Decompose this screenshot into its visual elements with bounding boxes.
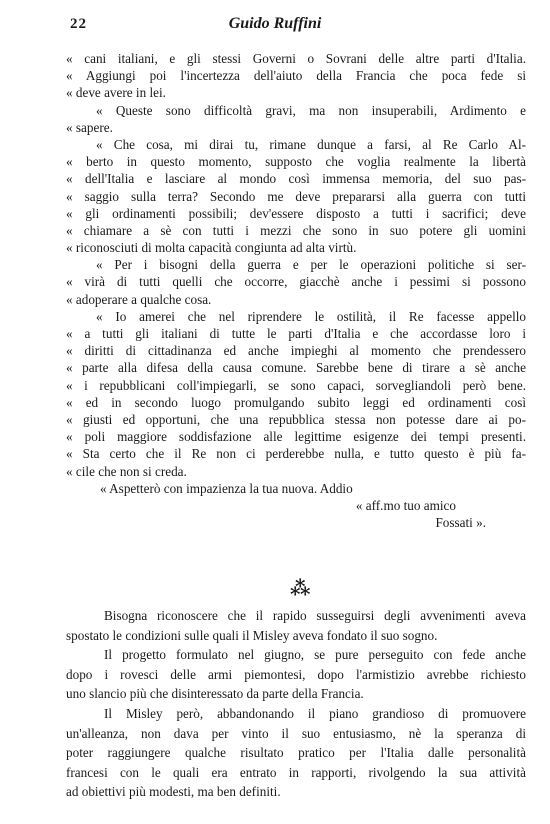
letter-line: « Queste sono difficoltà gravi, ma non insuperabili, Ardimento e xyxy=(96,102,526,118)
letter-line: « virà di tutti quelli che occorre, giacchè anche i pessimi si possono xyxy=(66,274,526,290)
letter-line: « i repubblicani coll'impiegarli, se sono capaci, sorvegliandoli però bene. xyxy=(66,377,526,393)
letter-line: « Aggiungi poi l'incertezza dell'aiuto della Francia che poca fede si xyxy=(66,68,526,84)
quoted-letter xyxy=(66,50,526,531)
letter-line: « diritti di cittadinanza ed anche impieghi al momento che prendessero xyxy=(66,343,526,359)
prose-line: dopo i rovesci delle armi piemontesi, dopo l'armistizio avrebbe richiesto xyxy=(66,666,526,682)
prose-line: ad obiettivi più modesti, ma ben definiti. xyxy=(66,784,281,800)
letter-line: « gli ordinamenti possibili; dev'essere disposto a tutti i sacrifici; deve xyxy=(66,205,526,221)
prose-line: uno slancio più che disinteressato da parte della Francia. xyxy=(66,686,364,702)
letter-signature: Fossati ». xyxy=(435,515,486,531)
page-header xyxy=(0,14,550,40)
letter-line: « deve avere in lei. xyxy=(66,85,166,101)
prose-line: poter raggiungere qualche risultato pratico per l'Italia dalle personalità xyxy=(66,745,526,761)
letter-line: « giusti ed opportuni, che una repubblica stessa non potesse dare ai po- xyxy=(66,411,526,427)
letter-line: « Per i bisogni della guerra e per le operazioni politiche si ser- xyxy=(96,257,526,273)
prose-line: Bisogna riconoscere che il rapido susseguirsi degli avvenimenti aveva xyxy=(104,608,526,623)
letter-line: « Che cosa, mi dirai tu, rimane dunque a farsi, al Re Carlo Al- xyxy=(96,136,526,152)
section-ornament: ⁂ xyxy=(290,578,311,600)
running-head: Guido Ruffini xyxy=(228,15,322,32)
letter-salutation: « aff.mo tuo amico xyxy=(355,497,456,513)
prose-line: Il Misley però, abbandonando il piano grandioso di promuovere xyxy=(104,705,526,721)
letter-line: « Io amerei che nel riprendere le ostilità, il Re facesse appello xyxy=(96,308,526,324)
letter-line: « dell'Italia e lasciare al mondo così immensa memoria, del suo pas- xyxy=(66,171,526,187)
page-number: 22 xyxy=(70,16,87,32)
letter-line: « cani italiani, e gli stessi Governi o Sovrani delle altre parti d'Italia. xyxy=(66,51,526,66)
letter-line: « sapere. xyxy=(66,119,113,135)
letter-line: « riconosciuti di molta capacità congiunta ad alta virtù. xyxy=(66,240,357,256)
prose-line: un'alleanza, non dava per vinto il suo entusiasmo, nè la speranza di xyxy=(66,725,526,741)
body-prose xyxy=(66,606,526,802)
letter-line: « ed in secondo luogo promulgando subito leggi ed ordinamenti così xyxy=(66,394,526,410)
letter-line: « poli maggiore soddisfazione alle legittime esigenze dei tempi presenti. xyxy=(66,429,526,445)
letter-line: « adoperare a qualche cosa. xyxy=(66,291,212,307)
letter-line: « Aspetterò con impazienza la tua nuova. Addio xyxy=(100,480,353,496)
letter-line: « a tutti gli italiani di tutte le parti d'Italia e che accordasse loro i xyxy=(66,326,526,341)
letter-line: « Sta certo che il Re non ci perderebbe nulla, e tutto questo è più fa- xyxy=(66,446,526,462)
letter-line: « berto in questo momento, supposto che voglia realmente la libertà xyxy=(66,154,526,170)
letter-line: « saggio sulla terra? Secondo me deve prepararsi alla guerra con tutti xyxy=(66,188,526,204)
prose-line: spostato le condizioni sulle quali il Misley aveva fondato il suo sogno. xyxy=(66,627,438,643)
letter-line: « chiamare a sè con tutti i mezzi che sono in suo potere gli uomini xyxy=(66,222,526,238)
letter-line: « cile che non si creda. xyxy=(66,463,187,479)
prose-line: francesi con le quali era entrato in rapporti, rivolgendo la sua attività xyxy=(66,764,526,780)
prose-line: Il progetto formulato nel giugno, se pure perseguito con fede anche xyxy=(104,647,526,663)
letter-line: « parte alla difesa della causa comune. Sarebbe bene di tirare a sè anche xyxy=(66,360,526,376)
